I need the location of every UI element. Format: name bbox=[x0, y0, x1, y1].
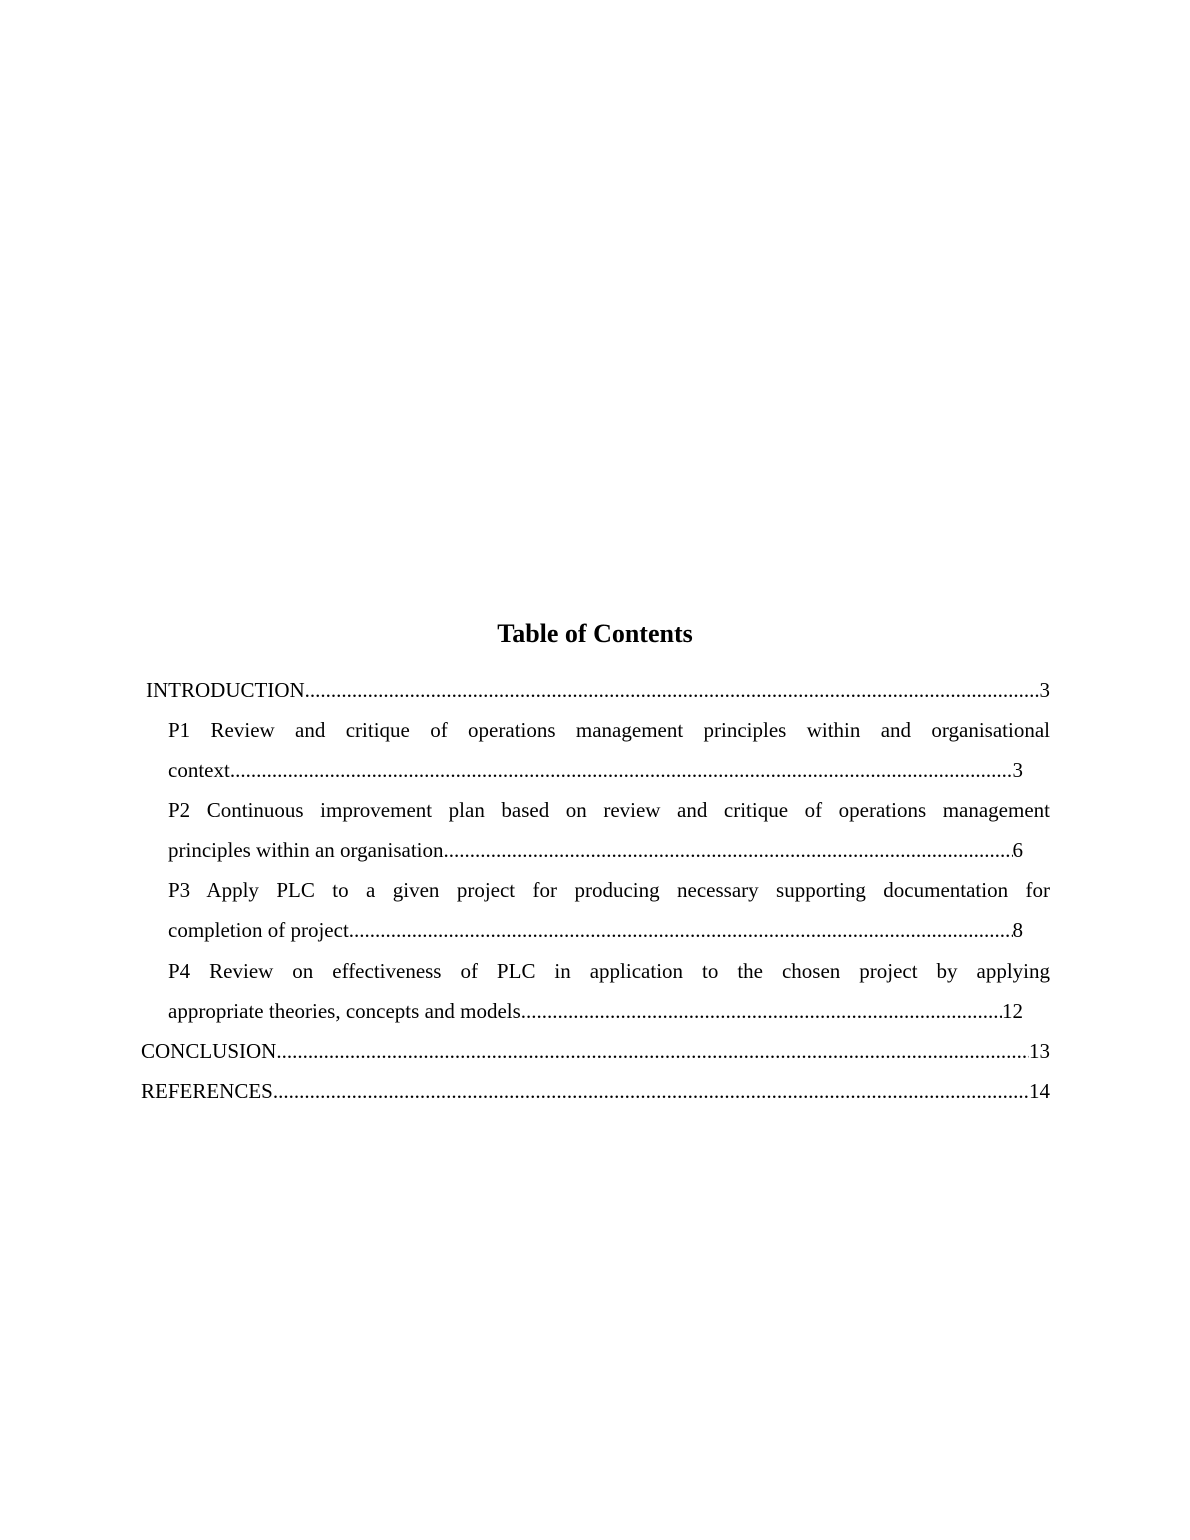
toc-entry-p3[interactable] bbox=[168, 870, 1050, 950]
toc-entry-label: CONCLUSION bbox=[141, 1039, 277, 1063]
toc-entry-label: P3 Apply PLC to a given project for producing necessary supporting documentation for bbox=[168, 878, 1050, 902]
toc-entry-label: P1 Review and critique of operations management principles within and organisational bbox=[168, 718, 1050, 742]
toc-entry-label: INTRODUCTION bbox=[146, 678, 305, 702]
toc-leader-dots bbox=[273, 1071, 1029, 1111]
page-title: Table of Contents bbox=[497, 619, 693, 648]
toc-page-number: 13 bbox=[1029, 1039, 1050, 1063]
toc-entry-p1[interactable] bbox=[168, 710, 1050, 790]
toc-entry-references[interactable] bbox=[141, 1071, 1050, 1111]
toc-leader-dots bbox=[276, 1031, 1029, 1071]
toc-entry-p2[interactable] bbox=[168, 790, 1050, 870]
toc-leader-dots bbox=[349, 910, 1013, 950]
toc-leader-dots bbox=[230, 750, 1013, 790]
toc-entry-label-continued: completion of project bbox=[168, 918, 349, 942]
toc-entry-label: REFERENCES bbox=[141, 1079, 273, 1103]
toc-page-number: 8 bbox=[1012, 918, 1023, 942]
toc-entry-label-continued: appropriate theories, concepts and models bbox=[168, 999, 521, 1023]
toc-page-number: 14 bbox=[1029, 1079, 1050, 1103]
toc-page-number: 6 bbox=[1012, 838, 1023, 862]
toc-page-number: 3 bbox=[1039, 678, 1050, 702]
toc-entry-label: P2 Continuous improvement plan based on review and critique of operations management bbox=[168, 798, 1050, 822]
toc-entry-label: P4 Review on effectiveness of PLC in application to the chosen project by applying bbox=[168, 959, 1050, 983]
toc-entry-p4[interactable] bbox=[168, 951, 1050, 1031]
toc-leader-dots bbox=[521, 991, 1002, 1031]
toc-leader-dots bbox=[305, 670, 1040, 710]
toc-entry-introduction[interactable] bbox=[146, 670, 1050, 710]
toc-leader-dots bbox=[443, 830, 1012, 870]
toc-page-number: 3 bbox=[1012, 758, 1023, 782]
toc-entry-label-continued: principles within an organisation bbox=[168, 838, 444, 862]
toc-entry-conclusion[interactable] bbox=[141, 1031, 1050, 1071]
toc-entry-label-continued: context bbox=[168, 758, 230, 782]
toc-page-number: 12 bbox=[1002, 999, 1023, 1023]
